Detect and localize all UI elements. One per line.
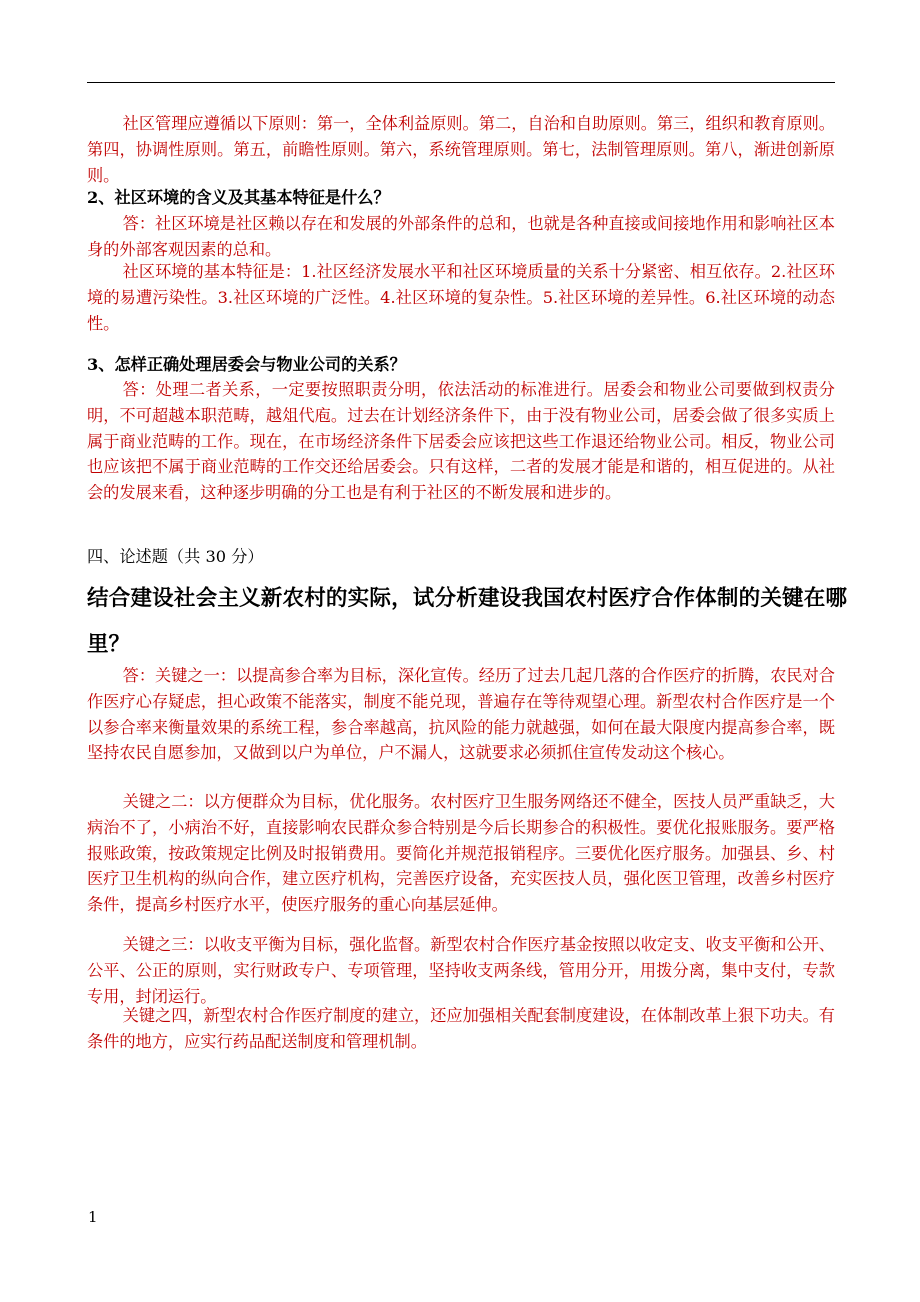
question-3-answer: 答：处理二者关系，一定要按照职责分明，依法活动的标准进行。居委会和物业公司要做到权责分明，不可超越本职范畴，越俎代庖。过去在计划经济条件下，由于没有物业公司，居委会做了很多实质上属于商业范畴的工作。现在，在市场经济条件下居委会应该把这些工作退还给物业公司。相反，物业公司也应该把不属于商业范畴的工作交还给居委会。只有这样，二者的发展才能是和谐的，相互促进的。从社会的发展来看，这种逐步明确的分工也是有利于社区的不断发展和进步的。 <box>87 380 835 503</box>
header-rule <box>87 82 835 83</box>
essay-answer-key-2: 关键之二：以方便群众为目标，优化服务。农村医疗卫生服务网络还不健全，医技人员严重缺乏，大病治不了，小病治不好，直接影响农民群众参合特别是今后长期参合的积极性。要优化报账服务。要严格报账政策，按政策规定比例及时报销费用。要简化并规范报销程序。三要优化医疗服务。加强县、乡、村医疗卫生机构的纵向合作，建立医疗机构，完善医疗设备，充实医技人员，强化医卫管理，改善乡村医疗条件，提高乡村医疗水平，使医疗服务的重心向基层延伸。 <box>87 792 835 915</box>
question-2-answer-features: 社区环境的基本特征是：1.社区经济发展水平和社区环境质量的关系十分紧密、相互依存。2.社区环境的易遭污染性。3.社区环境的广泛性。4.社区环境的复杂性。5.社区环境的差异性。6.社区环境的动态性。 <box>87 262 835 333</box>
essay-question: 结合建设社会主义新农村的实际，试分析建设我国农村医疗合作体制的关键在哪里？ <box>87 586 847 657</box>
essay-answer-key-3: 关键之三：以收支平衡为目标，强化监督。新型农村合作医疗基金按照以收定支、收支平衡和公开、公平、公正的原则，实行财政专户、专项管理，坚持收支两条线，管用分开，用拨分离，集中支付，专款专用，封闭运行。 <box>87 935 835 1006</box>
question-2-heading: 2、社区环境的含义及其基本特征是什么？ <box>87 188 390 207</box>
question-3-heading: 3、怎样正确处理居委会与物业公司的关系？ <box>87 355 406 374</box>
essay-answer-key-4: 关键之四，新型农村合作医疗制度的建立，还应加强相关配套制度建设，在体制改革上狠下功夫。有条件的地方，应实行药品配送制度和管理机制。 <box>87 1006 835 1051</box>
intro-paragraph: 社区管理应遵循以下原则：第一，全体利益原则。第二，自治和自助原则。第三，组织和教育原则。第四，协调性原则。第五，前瞻性原则。第六，系统管理原则。第七，法制管理原则。第八，渐进创新原则。 <box>87 114 835 185</box>
question-2-answer-definition: 答：社区环境是社区赖以存在和发展的外部条件的总和，也就是各种直接或间接地作用和影响社区本身的外部客观因素的总和。 <box>87 214 835 259</box>
page-number: 1 <box>88 1208 98 1226</box>
essay-answer-key-1: 答：关键之一：以提高参合率为目标，深化宣传。经历了过去几起几落的合作医疗的折腾，农民对合作医疗心存疑虑，担心政策不能落实，制度不能兑现，普遍存在等待观望心理。新型农村合作医疗是一个以参合率来衡量效果的系统工程，参合率越高，抗风险的能力就越强，如何在最大限度内提高参合率，既坚持农民自愿参加，又做到以户为单位，户不漏人，这就要求必须抓住宣传发动这个核心。 <box>87 666 835 763</box>
section-4-heading: 四、论述题（共 30 分） <box>87 547 264 566</box>
